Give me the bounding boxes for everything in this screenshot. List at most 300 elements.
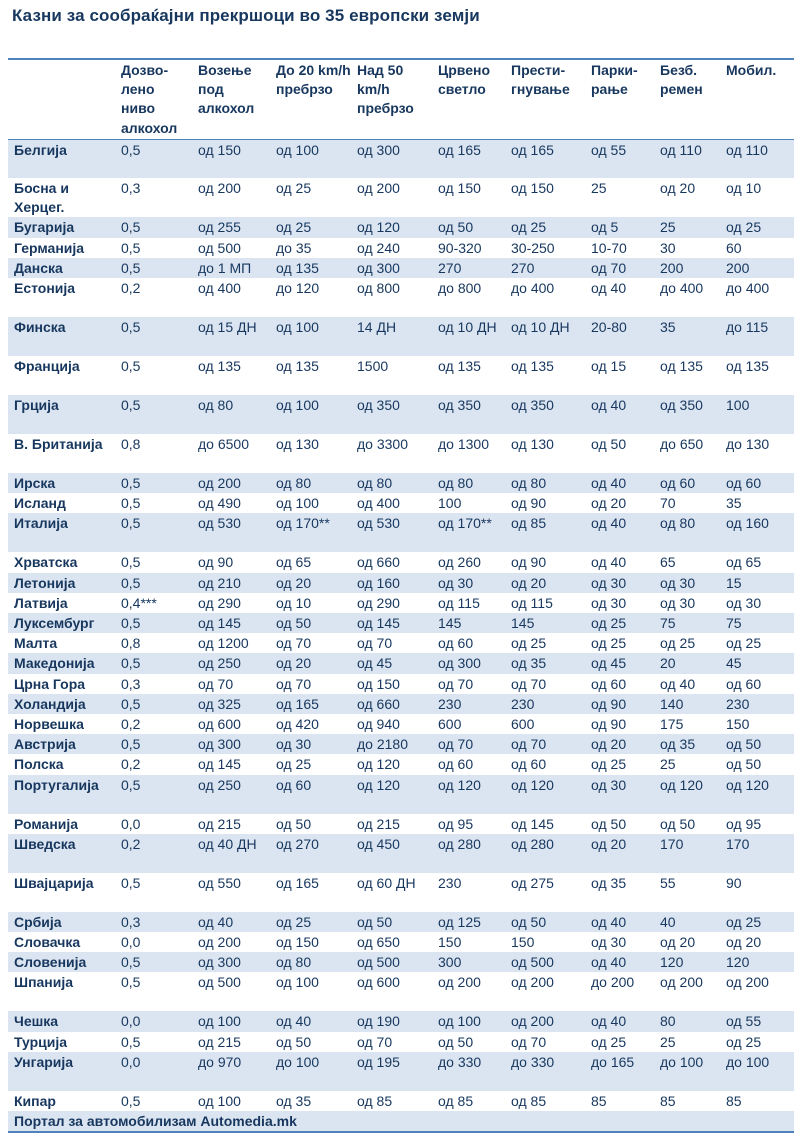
fine-cell: од 30 xyxy=(720,593,794,613)
country-cell: Романија xyxy=(8,814,115,834)
fine-cell: до 130 xyxy=(720,434,794,473)
fine-cell: од 85 xyxy=(351,1091,432,1111)
country-cell: Исланд xyxy=(8,493,115,513)
fine-cell: 230 xyxy=(432,694,505,714)
fine-cell: од 25 xyxy=(720,633,794,653)
fine-cell: од 30 xyxy=(585,775,654,814)
fine-cell: од 280 xyxy=(432,834,505,873)
column-header: Возење под алкохол xyxy=(198,62,255,117)
country-cell: Швајцарија xyxy=(8,873,115,912)
fine-cell: 0,5 xyxy=(115,573,192,593)
fine-cell: до 1 МП xyxy=(192,258,270,278)
fine-cell: 200 xyxy=(654,258,720,278)
fine-cell: до 200 xyxy=(585,972,654,1011)
column-header: Над 50 km/h пребрзо xyxy=(357,62,414,117)
table-row xyxy=(8,473,794,493)
fine-cell: од 80 xyxy=(505,473,585,493)
fine-cell: до 400 xyxy=(505,278,585,317)
fine-cell: 0,5 xyxy=(115,217,192,237)
fine-cell: од 160 xyxy=(720,513,794,552)
fine-cell: од 30 xyxy=(270,734,351,754)
fine-cell: од 40 xyxy=(585,952,654,972)
fine-cell: 0,5 xyxy=(115,1032,192,1052)
fine-cell: од 40 xyxy=(585,513,654,552)
fine-cell: од 100 xyxy=(432,1011,505,1031)
fine-cell: од 150 xyxy=(351,674,432,694)
fine-cell: од 120 xyxy=(654,775,720,814)
fine-cell: 0,3 xyxy=(115,912,192,932)
country-cell: Норвешка xyxy=(8,714,115,734)
fine-cell: од 35 xyxy=(270,1091,351,1111)
fine-cell: 0,5 xyxy=(115,258,192,278)
fine-cell: од 60 xyxy=(432,633,505,653)
fine-cell: до 115 xyxy=(720,317,794,356)
fine-cell: од 10 ДН xyxy=(432,317,505,356)
fine-cell: 150 xyxy=(720,714,794,734)
fine-cell: 300 xyxy=(432,952,505,972)
fine-cell: од 215 xyxy=(351,814,432,834)
fine-cell: 150 xyxy=(505,932,585,952)
fine-cell: од 90 xyxy=(505,493,585,513)
country-cell: Германија xyxy=(8,238,115,258)
table-row xyxy=(8,754,794,774)
fine-cell: од 20 xyxy=(654,932,720,952)
fine-cell: од 110 xyxy=(720,139,794,178)
fine-cell: од 40 ДН xyxy=(192,834,270,873)
fine-cell: од 255 xyxy=(192,217,270,237)
fine-cell: од 600 xyxy=(192,714,270,734)
fine-cell: од 165 xyxy=(270,694,351,714)
fine-cell: од 115 xyxy=(505,593,585,613)
fine-cell: 1500 xyxy=(351,356,432,395)
fine-cell: од 165 xyxy=(505,139,585,178)
fine-cell: од 250 xyxy=(192,775,270,814)
fine-cell: од 90 xyxy=(505,552,585,572)
fine-cell: од 200 xyxy=(505,972,585,1011)
fine-cell: 75 xyxy=(720,613,794,633)
country-cell: Холандија xyxy=(8,694,115,714)
fine-cell: од 145 xyxy=(351,613,432,633)
fine-cell: од 55 xyxy=(585,139,654,178)
fine-cell: од 200 xyxy=(192,178,270,217)
fine-cell: 230 xyxy=(505,694,585,714)
fine-cell: од 290 xyxy=(351,593,432,613)
fine-cell: од 70 xyxy=(505,1032,585,1052)
table-row xyxy=(8,1011,794,1031)
fine-cell: од 25 xyxy=(585,633,654,653)
country-cell: Естонија xyxy=(8,278,115,317)
fine-cell: од 55 xyxy=(720,1011,794,1031)
column-header: Прести-гнување xyxy=(511,62,570,98)
fine-cell: од 80 xyxy=(270,952,351,972)
fine-cell: од 300 xyxy=(351,139,432,178)
fine-cell: од 150 xyxy=(270,932,351,952)
fine-cell: од 95 xyxy=(432,814,505,834)
table-row xyxy=(8,1052,794,1091)
column-header: Парки-рање xyxy=(591,62,638,98)
fine-cell: од 135 xyxy=(720,356,794,395)
fine-cell: од 35 xyxy=(505,653,585,673)
fine-cell: од 25 xyxy=(270,912,351,932)
fine-cell: од 25 xyxy=(505,217,585,237)
fine-cell: од 940 xyxy=(351,714,432,734)
fine-cell: од 150 xyxy=(505,178,585,217)
fine-cell: од 80 xyxy=(432,473,505,493)
fine-cell: 0,5 xyxy=(115,734,192,754)
country-cell: Луксембург xyxy=(8,613,115,633)
fine-cell: 0,5 xyxy=(115,473,192,493)
fine-cell: од 40 xyxy=(585,473,654,493)
fine-cell: од 45 xyxy=(585,653,654,673)
fine-cell: од 10 xyxy=(270,593,351,613)
country-cell: Полска xyxy=(8,754,115,774)
fine-cell: од 85 xyxy=(432,1091,505,1111)
fine-cell: 0,3 xyxy=(115,178,192,217)
fine-cell: од 200 xyxy=(720,972,794,1011)
fine-cell: од 60 xyxy=(654,473,720,493)
country-cell: Србија xyxy=(8,912,115,932)
fine-cell: од 120 xyxy=(720,775,794,814)
fine-cell: 0,5 xyxy=(115,493,192,513)
country-cell: Македонија xyxy=(8,653,115,673)
fine-cell: од 600 xyxy=(351,972,432,1011)
country-cell: Шпанија xyxy=(8,972,115,1011)
fine-cell: 15 xyxy=(720,573,794,593)
fine-cell: од 200 xyxy=(654,972,720,1011)
fine-cell: 0,5 xyxy=(115,317,192,356)
table-row xyxy=(8,434,794,473)
fine-cell: 0,5 xyxy=(115,653,192,673)
fine-cell: до 120 xyxy=(270,278,351,317)
fine-cell: од 120 xyxy=(351,217,432,237)
fine-cell: до 330 xyxy=(432,1052,505,1091)
fine-cell: од 60 xyxy=(270,775,351,814)
fine-cell: од 300 xyxy=(351,258,432,278)
fine-cell: 70 xyxy=(654,493,720,513)
country-cell: Латвија xyxy=(8,593,115,613)
fine-cell: од 40 xyxy=(192,912,270,932)
fine-cell: 90 xyxy=(720,873,794,912)
footer-row xyxy=(8,1111,794,1132)
fine-cell: од 80 xyxy=(654,513,720,552)
fine-cell: до 2180 xyxy=(351,734,432,754)
fine-cell: од 300 xyxy=(192,952,270,972)
country-cell: Турција xyxy=(8,1032,115,1052)
fine-cell: 200 xyxy=(720,258,794,278)
fine-cell: од 130 xyxy=(270,434,351,473)
fine-cell: од 35 xyxy=(585,873,654,912)
fine-cell: од 50 xyxy=(432,1032,505,1052)
table-row xyxy=(8,178,794,217)
fine-cell: 150 xyxy=(432,932,505,952)
fine-cell: од 30 xyxy=(654,593,720,613)
fine-cell: од 70 xyxy=(505,734,585,754)
fine-cell: 0,2 xyxy=(115,714,192,734)
fine-cell: од 660 xyxy=(351,552,432,572)
country-cell: Словенија xyxy=(8,952,115,972)
country-cell: Франција xyxy=(8,356,115,395)
fine-cell: од 70 xyxy=(270,633,351,653)
fine-cell: од 50 xyxy=(505,912,585,932)
fine-cell: 25 xyxy=(654,754,720,774)
table-row xyxy=(8,714,794,734)
source-credit: Портал за автомобилизам Automedia.mk xyxy=(8,1111,794,1132)
fine-cell: 0,0 xyxy=(115,814,192,834)
fine-cell: од 45 xyxy=(351,653,432,673)
table-row xyxy=(8,1032,794,1052)
fine-cell: 85 xyxy=(720,1091,794,1111)
fine-cell: од 30 xyxy=(585,573,654,593)
fine-cell: 0,5 xyxy=(115,613,192,633)
fine-cell: од 420 xyxy=(270,714,351,734)
fine-cell: 0,5 xyxy=(115,356,192,395)
fine-cell: од 100 xyxy=(270,139,351,178)
table-row xyxy=(8,972,794,1011)
fine-cell: од 135 xyxy=(192,356,270,395)
fine-cell: 25 xyxy=(654,217,720,237)
fine-cell: 25 xyxy=(585,178,654,217)
fine-cell: од 20 xyxy=(585,834,654,873)
fine-cell: од 15 ДН xyxy=(192,317,270,356)
table-row xyxy=(8,734,794,754)
fine-cell: 100 xyxy=(432,493,505,513)
country-cell: В. Британија xyxy=(8,434,115,473)
fine-cell: 85 xyxy=(654,1091,720,1111)
fine-cell: од 120 xyxy=(351,775,432,814)
fine-cell: од 100 xyxy=(192,1011,270,1031)
fine-cell: 0,5 xyxy=(115,1091,192,1111)
fine-cell: од 120 xyxy=(505,775,585,814)
fine-cell: од 50 xyxy=(351,912,432,932)
fine-cell: од 40 xyxy=(585,912,654,932)
table-row xyxy=(8,834,794,873)
table-row xyxy=(8,258,794,278)
header-country xyxy=(8,59,115,139)
table-row xyxy=(8,278,794,317)
country-cell: Босна и Херцег. xyxy=(8,178,115,217)
table-row xyxy=(8,593,794,613)
country-cell: Унгарија xyxy=(8,1052,115,1091)
fine-cell: 0,2 xyxy=(115,754,192,774)
country-cell: Австрија xyxy=(8,734,115,754)
fine-cell: од 65 xyxy=(270,552,351,572)
fine-cell: од 800 xyxy=(351,278,432,317)
fine-cell: од 135 xyxy=(432,356,505,395)
fine-cell: до 400 xyxy=(720,278,794,317)
country-cell: Бугарија xyxy=(8,217,115,237)
fine-cell: од 135 xyxy=(270,356,351,395)
fine-cell: од 40 xyxy=(270,1011,351,1031)
fine-cell: од 50 xyxy=(585,814,654,834)
fine-cell: 65 xyxy=(654,552,720,572)
fine-cell: од 60 xyxy=(432,754,505,774)
fines-table xyxy=(8,58,794,1133)
fine-cell: до 650 xyxy=(654,434,720,473)
fine-cell: од 25 xyxy=(585,754,654,774)
fine-cell: од 170** xyxy=(270,513,351,552)
table-row xyxy=(8,952,794,972)
fine-cell: 30-250 xyxy=(505,238,585,258)
fine-cell: од 70 xyxy=(270,674,351,694)
fine-cell: 0,5 xyxy=(115,952,192,972)
fine-cell: од 70 xyxy=(505,674,585,694)
fine-cell: 0,5 xyxy=(115,775,192,814)
fine-cell: од 50 xyxy=(720,734,794,754)
fine-cell: 270 xyxy=(505,258,585,278)
table-row xyxy=(8,873,794,912)
fine-cell: од 10 xyxy=(720,178,794,217)
fine-cell: 90-320 xyxy=(432,238,505,258)
fine-cell: до 970 xyxy=(192,1052,270,1091)
country-cell: Шведска xyxy=(8,834,115,873)
fine-cell: од 50 xyxy=(270,613,351,633)
fine-cell: од 60 xyxy=(720,473,794,493)
fine-cell: од 25 xyxy=(270,178,351,217)
fine-cell: од 50 xyxy=(585,434,654,473)
country-cell: Летонија xyxy=(8,573,115,593)
page-title: Казни за сообраќајни прекршоци во 35 европски земји xyxy=(12,6,480,25)
fine-cell: од 160 xyxy=(351,573,432,593)
fine-cell: од 350 xyxy=(505,395,585,434)
fine-cell: 170 xyxy=(654,834,720,873)
fine-cell: од 100 xyxy=(192,1091,270,1111)
table-row xyxy=(8,317,794,356)
fine-cell: од 500 xyxy=(505,952,585,972)
fine-cell: 20-80 xyxy=(585,317,654,356)
fine-cell: од 60 ДН xyxy=(351,873,432,912)
fine-cell: 0,5 xyxy=(115,395,192,434)
fine-cell: од 40 xyxy=(654,674,720,694)
fine-cell: 60 xyxy=(720,238,794,258)
column-header: Дозво-лено ниво алкохол xyxy=(121,62,178,136)
fine-cell: до 165 xyxy=(585,1052,654,1091)
fine-cell: од 115 xyxy=(432,593,505,613)
fine-cell: до 400 xyxy=(654,278,720,317)
table-row xyxy=(8,552,794,572)
fine-cell: од 120 xyxy=(432,775,505,814)
fine-cell: од 100 xyxy=(270,493,351,513)
fine-cell: од 135 xyxy=(654,356,720,395)
fine-cell: 0,0 xyxy=(115,1052,192,1091)
fine-cell: од 20 xyxy=(720,932,794,952)
fine-cell: од 95 xyxy=(720,814,794,834)
fine-cell: од 275 xyxy=(505,873,585,912)
fine-cell: 0,2 xyxy=(115,834,192,873)
fine-cell: 0,4*** xyxy=(115,593,192,613)
fine-cell: од 35 xyxy=(654,734,720,754)
fine-cell: од 150 xyxy=(192,139,270,178)
fine-cell: од 350 xyxy=(432,395,505,434)
fine-cell: од 250 xyxy=(192,653,270,673)
fine-cell: од 70 xyxy=(585,258,654,278)
country-cell: Малта xyxy=(8,633,115,653)
table-row xyxy=(8,814,794,834)
fine-cell: од 125 xyxy=(432,912,505,932)
column-header: Црвено светло xyxy=(438,62,490,98)
fine-cell: од 500 xyxy=(351,952,432,972)
fine-cell: од 25 xyxy=(654,633,720,653)
fine-cell: од 40 xyxy=(585,552,654,572)
fine-cell: 0,5 xyxy=(115,552,192,572)
country-cell: Италија xyxy=(8,513,115,552)
fine-cell: од 25 xyxy=(585,613,654,633)
fine-cell: 0,5 xyxy=(115,972,192,1011)
fine-cell: од 120 xyxy=(351,754,432,774)
fine-cell: од 65 xyxy=(720,552,794,572)
table-row xyxy=(8,356,794,395)
fine-cell: од 300 xyxy=(432,653,505,673)
fine-cell: 140 xyxy=(654,694,720,714)
fine-cell: 35 xyxy=(720,493,794,513)
fine-cell: од 60 xyxy=(505,754,585,774)
fine-cell: 40 xyxy=(654,912,720,932)
fine-cell: од 20 xyxy=(505,573,585,593)
fine-cell: 20 xyxy=(654,653,720,673)
fine-cell: 270 xyxy=(432,258,505,278)
fine-cell: од 30 xyxy=(585,593,654,613)
table-row xyxy=(8,217,794,237)
table-row xyxy=(8,674,794,694)
fine-cell: од 350 xyxy=(654,395,720,434)
fine-cell: од 300 xyxy=(192,734,270,754)
fine-cell: од 215 xyxy=(192,1032,270,1052)
table-row xyxy=(8,238,794,258)
fine-cell: од 25 xyxy=(270,217,351,237)
fine-cell: од 660 xyxy=(351,694,432,714)
fine-cell: од 200 xyxy=(432,972,505,1011)
fine-cell: од 80 xyxy=(270,473,351,493)
fine-cell: од 80 xyxy=(192,395,270,434)
fine-cell: од 20 xyxy=(585,734,654,754)
fine-cell: од 215 xyxy=(192,814,270,834)
table-row xyxy=(8,139,794,178)
fine-cell: 175 xyxy=(654,714,720,734)
fine-cell: од 145 xyxy=(505,814,585,834)
fine-cell: 45 xyxy=(720,653,794,673)
column-header: Безб. ремен xyxy=(660,62,703,98)
country-cell: Данска xyxy=(8,258,115,278)
fine-cell: од 50 xyxy=(654,814,720,834)
fine-cell: 0,5 xyxy=(115,694,192,714)
fine-cell: 0,5 xyxy=(115,873,192,912)
fine-cell: од 85 xyxy=(505,1091,585,1111)
country-cell: Финска xyxy=(8,317,115,356)
fine-cell: до 3300 xyxy=(351,434,432,473)
fine-cell: 55 xyxy=(654,873,720,912)
fine-cell: до 35 xyxy=(270,238,351,258)
fine-cell: од 20 xyxy=(270,573,351,593)
fine-cell: од 25 xyxy=(505,633,585,653)
fine-cell: од 150 xyxy=(432,178,505,217)
fine-cell: од 60 xyxy=(585,674,654,694)
country-cell: Кипар xyxy=(8,1091,115,1111)
fine-cell: 0,0 xyxy=(115,932,192,952)
fine-cell: од 200 xyxy=(192,473,270,493)
header-row xyxy=(8,59,794,139)
fine-cell: од 25 xyxy=(720,1032,794,1052)
fine-cell: од 280 xyxy=(505,834,585,873)
fine-cell: од 70 xyxy=(432,734,505,754)
fine-cell: од 70 xyxy=(192,674,270,694)
table-row xyxy=(8,694,794,714)
fine-cell: 230 xyxy=(432,873,505,912)
country-cell: Белгија xyxy=(8,139,115,178)
fine-cell: од 40 xyxy=(585,395,654,434)
fine-cell: 75 xyxy=(654,613,720,633)
fine-cell: од 50 xyxy=(720,754,794,774)
fine-cell: од 170** xyxy=(432,513,505,552)
fine-cell: од 50 xyxy=(432,217,505,237)
